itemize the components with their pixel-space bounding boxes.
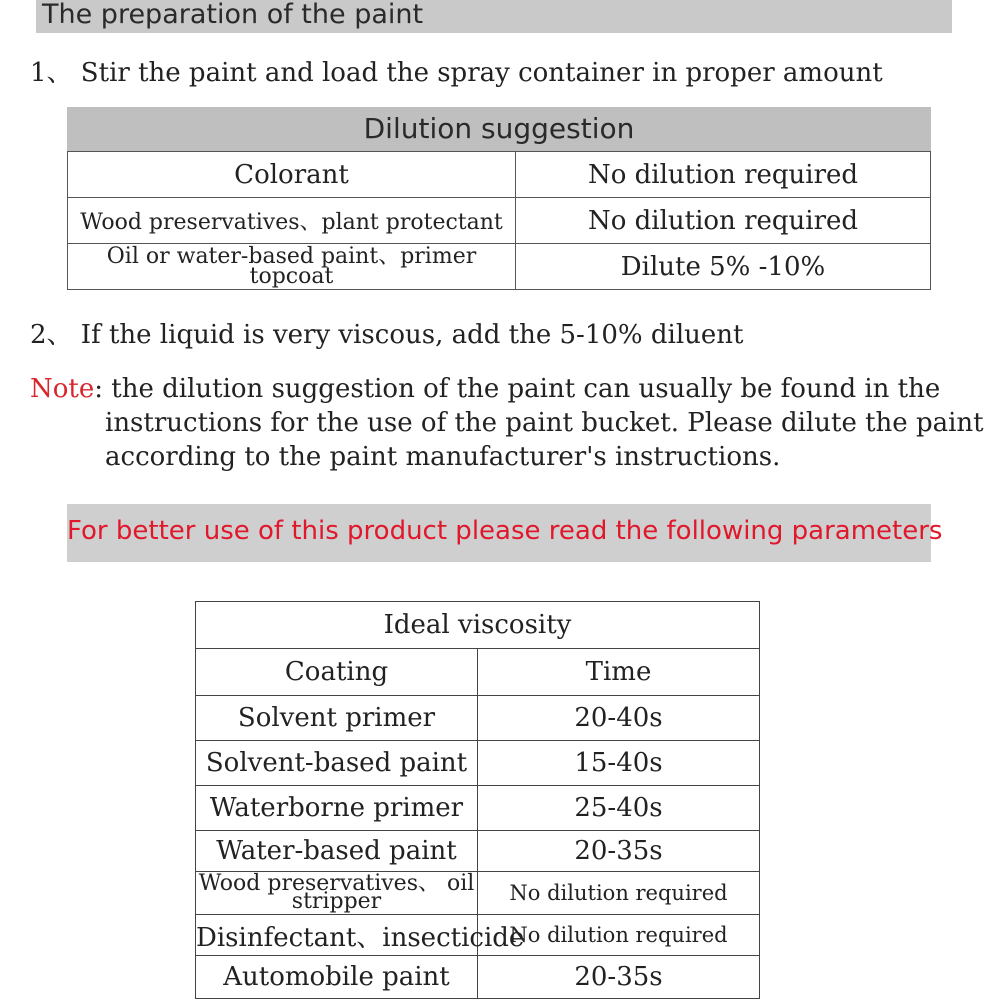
time-cell: No dilution required bbox=[478, 872, 760, 915]
dilution-advice-cell: Dilute 5% -10% bbox=[516, 244, 931, 290]
dilution-material-cell: Oil or water-based paint、primer topcoat bbox=[68, 244, 516, 290]
table-row bbox=[196, 956, 760, 999]
column-header-time: Time bbox=[478, 649, 760, 696]
table-row bbox=[68, 198, 931, 244]
time-cell: 15-40s bbox=[478, 741, 760, 786]
viscosity-table bbox=[195, 601, 760, 999]
note-line: : the dilution suggestion of the paint can usually be found in the bbox=[94, 374, 941, 404]
time-cell: 20-35s bbox=[478, 831, 760, 872]
table-row bbox=[68, 244, 931, 290]
table-row bbox=[196, 786, 760, 831]
step-1-text: 1、 Stir the paint and load the spray container in proper amount bbox=[30, 58, 883, 88]
table-header-row bbox=[196, 649, 760, 696]
note-label: Note bbox=[30, 374, 95, 404]
time-cell: No dilution required bbox=[478, 915, 760, 956]
dilution-advice-cell: No dilution required bbox=[516, 152, 931, 198]
coating-cell: Wood preservatives、 oil stripper bbox=[196, 872, 478, 915]
coating-cell: Waterborne primer bbox=[196, 786, 478, 831]
table-row bbox=[196, 831, 760, 872]
dilution-material-cell: Wood preservatives、plant protectant bbox=[68, 198, 516, 244]
coating-cell: Disinfectant、insecticide bbox=[196, 915, 478, 956]
note-paragraph bbox=[30, 372, 984, 474]
dilution-material-cell: Colorant bbox=[68, 152, 516, 198]
banner-text: For better use of this product please read the following parameters bbox=[67, 516, 943, 546]
time-cell: 20-40s bbox=[478, 696, 760, 741]
table-row bbox=[196, 915, 760, 956]
dilution-advice-cell: No dilution required bbox=[516, 198, 931, 244]
table-row bbox=[196, 741, 760, 786]
note-line: instructions for the use of the paint bucket. Please dilute the paint bbox=[105, 408, 984, 438]
coating-cell: Solvent-based paint bbox=[196, 741, 478, 786]
table-row bbox=[68, 152, 931, 198]
step-2-text: 2、 If the liquid is very viscous, add the 5-10% diluent bbox=[30, 320, 744, 350]
table-row bbox=[196, 696, 760, 741]
dilution-table-title: Dilution suggestion bbox=[67, 107, 931, 151]
table-title-row bbox=[196, 602, 760, 649]
coating-cell: Solvent primer bbox=[196, 696, 478, 741]
page-header bbox=[36, 0, 952, 33]
dilution-table bbox=[67, 151, 931, 290]
column-header-coating: Coating bbox=[196, 649, 478, 696]
note-line: according to the paint manufacturer's instructions. bbox=[105, 442, 781, 472]
page-title: The preparation of the paint bbox=[42, 0, 424, 30]
parameters-banner bbox=[67, 504, 943, 562]
table-row bbox=[196, 872, 760, 915]
time-cell: 25-40s bbox=[478, 786, 760, 831]
coating-cell: Water-based paint bbox=[196, 831, 478, 872]
coating-cell: Automobile paint bbox=[196, 956, 478, 999]
time-cell: 20-35s bbox=[478, 956, 760, 999]
viscosity-table-title: Ideal viscosity bbox=[196, 602, 760, 649]
